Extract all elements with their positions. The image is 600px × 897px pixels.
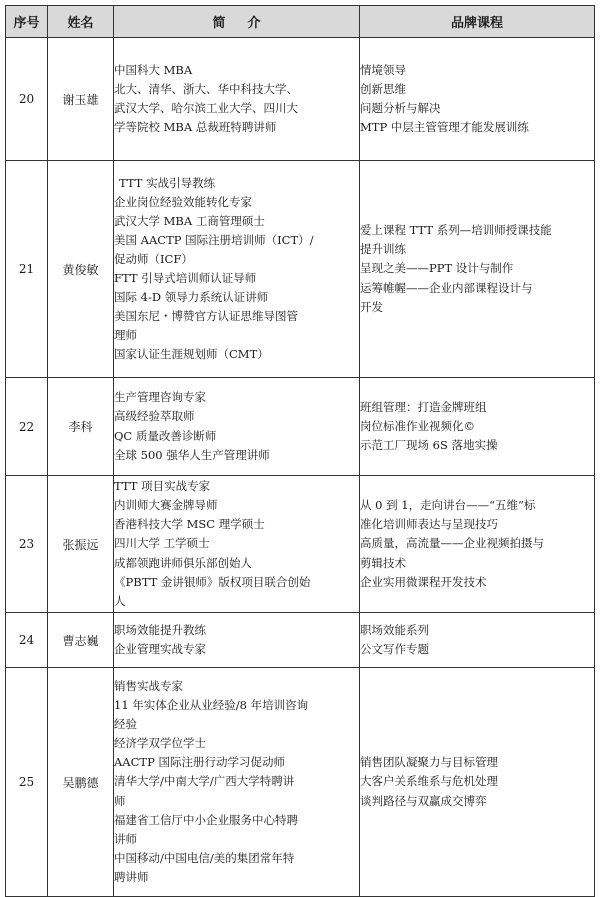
course-line: 班组管理：打造金牌班组	[360, 399, 487, 414]
course-line: 准化培训师表达与呈现技巧	[360, 517, 498, 532]
table-row	[6, 161, 595, 378]
intro-line: 国际 4-D 领导力系统认证讲师	[114, 290, 269, 305]
intro-line: 全球 500 强华人生产管理讲师	[114, 447, 270, 462]
intro-line: 清华大学/中南大学/广西大学特聘讲	[114, 774, 295, 789]
trainer-intro	[114, 613, 360, 668]
intro-line: TTT 实战引导教练	[119, 175, 216, 190]
brand-courses	[360, 668, 595, 897]
trainer-name: 曹志巍	[48, 613, 114, 668]
intro-line: 企业岗位经验效能转化专家	[114, 194, 252, 209]
course-line: 谈判路径与双赢成交博弈	[360, 793, 487, 808]
table-row	[6, 38, 595, 161]
brand-courses	[360, 161, 595, 378]
course-line: 高质量，高流量——企业视频拍摄与	[360, 536, 544, 551]
course-line: 开发	[360, 299, 383, 314]
course-line: 问题分析与解决	[360, 101, 441, 115]
course-line: 情境领导	[360, 62, 406, 77]
intro-line: 理师	[114, 328, 137, 343]
table-row	[6, 476, 595, 613]
trainer-intro	[114, 668, 360, 897]
intro-line: 师	[114, 793, 126, 808]
row-number: 20	[6, 38, 48, 161]
intro-line: 经验	[114, 717, 137, 732]
row-number: 24	[6, 613, 48, 668]
course-line: 从 0 到 1，走向讲台——“五维”标	[360, 498, 536, 513]
course-line: 提升训练	[360, 242, 406, 257]
table-row	[6, 613, 595, 668]
course-line: 大客户关系维系与危机处理	[360, 774, 498, 789]
intro-line: FTT 引导式培训师认证导师	[114, 271, 257, 285]
brand-courses	[360, 476, 595, 613]
trainer-intro	[114, 161, 360, 378]
trainer-name: 张振远	[48, 476, 114, 613]
header-name: 姓名	[48, 6, 114, 38]
intro-line: 中国移动/中国电信/美的集团常年特	[114, 850, 295, 865]
intro-line: QC 质量改善诊断师	[114, 428, 217, 443]
course-line: 爱上课程 TTT 系列—培训师授课技能	[360, 223, 552, 238]
intro-line: 福建省工信厅中小企业服务中心特聘	[114, 812, 298, 827]
intro-line: 武汉大学、哈尔滨工业大学、四川大	[114, 101, 298, 115]
row-number: 21	[6, 161, 48, 378]
table-body	[6, 38, 595, 897]
course-line: 销售团队凝聚力与目标管理	[360, 755, 498, 770]
intro-line: 生产管理咨询专家	[114, 390, 206, 405]
intro-line: 11 年实体企业从业经验/8 年培训咨询	[114, 698, 309, 713]
course-line: 剪辑技术	[360, 555, 406, 570]
course-line: 职场效能系列	[360, 622, 429, 637]
brand-courses	[360, 378, 595, 476]
intro-line: 美国东尼・博赞官方认证思维导图管	[114, 309, 298, 324]
intro-line: 高级经验萃取师	[114, 409, 195, 424]
trainer-intro	[114, 378, 360, 476]
course-line: 岗位标准作业视频化©	[360, 418, 475, 433]
course-line: 公文写作专题	[360, 642, 429, 656]
trainer-intro	[114, 476, 360, 613]
course-line: 运筹帷幄——企业内部课程设计与	[360, 280, 533, 295]
course-line: 企业实用微课程开发技术	[360, 574, 487, 589]
trainer-name: 吴鹏德	[48, 668, 114, 897]
trainer-name: 李科	[48, 378, 114, 476]
table-row	[6, 378, 595, 476]
intro-line: 武汉大学 MBA 工商管理硕士	[114, 213, 265, 228]
intro-line: 经济学双学位学士	[114, 736, 206, 751]
header-courses: 品牌课程	[360, 6, 595, 38]
course-line: 呈现之美——PPT 设计与制作	[360, 261, 514, 276]
intro-line: 成都领跑讲师俱乐部创始人	[114, 555, 252, 570]
header-row	[6, 6, 595, 38]
trainer-intro	[114, 38, 360, 161]
intro-line: AACTP 国际注册行动学习促动师	[114, 755, 285, 770]
table-row	[6, 668, 595, 897]
intro-line: 美国 AACTP 国际注册培训师（ICT）/	[114, 232, 314, 247]
intro-line: 学等院校 MBA 总裁班特聘讲师	[114, 120, 277, 135]
intro-line: 香港科技大学 MSC 理学硕士	[114, 517, 265, 532]
trainer-name: 谢玉雄	[48, 38, 114, 161]
course-line: 示范工厂现场 6S 落地实操	[360, 438, 498, 453]
intro-line: 人	[114, 593, 126, 608]
intro-line: 销售实战专家	[114, 678, 183, 693]
intro-line: 国家认证生涯规划师（CMT）	[114, 347, 269, 362]
intro-line: 职场效能提升教练	[114, 622, 206, 637]
intro-line: 内训师大赛金牌导师	[114, 498, 218, 513]
row-number: 22	[6, 378, 48, 476]
header-intro: 简介	[114, 6, 360, 38]
intro-line: 企业管理实战专家	[114, 642, 206, 656]
intro-line: 四川大学 工学硕士	[114, 536, 210, 551]
row-number: 23	[6, 476, 48, 613]
brand-courses	[360, 613, 595, 668]
row-number: 25	[6, 668, 48, 897]
intro-line: 北大、清华、浙大、华中科技大学、	[114, 81, 298, 96]
trainer-name: 黄俊敏	[48, 161, 114, 378]
intro-line: 促动师（ICF）	[114, 251, 193, 266]
intro-line: TTT 项目实战专家	[114, 479, 211, 494]
table-header	[6, 6, 595, 38]
intro-line: 聘讲师	[114, 869, 149, 884]
course-line: MTP 中层主管管理才能发展训练	[360, 120, 529, 135]
header-num: 序号	[6, 6, 48, 38]
course-line: 创新思维	[360, 81, 406, 96]
brand-courses	[360, 38, 595, 161]
intro-line: 中国科大 MBA	[114, 62, 193, 77]
trainer-table	[5, 5, 595, 897]
intro-line: 《PBTT 金讲银师》版权项目联合创始	[114, 574, 311, 589]
intro-line: 讲师	[114, 831, 137, 846]
